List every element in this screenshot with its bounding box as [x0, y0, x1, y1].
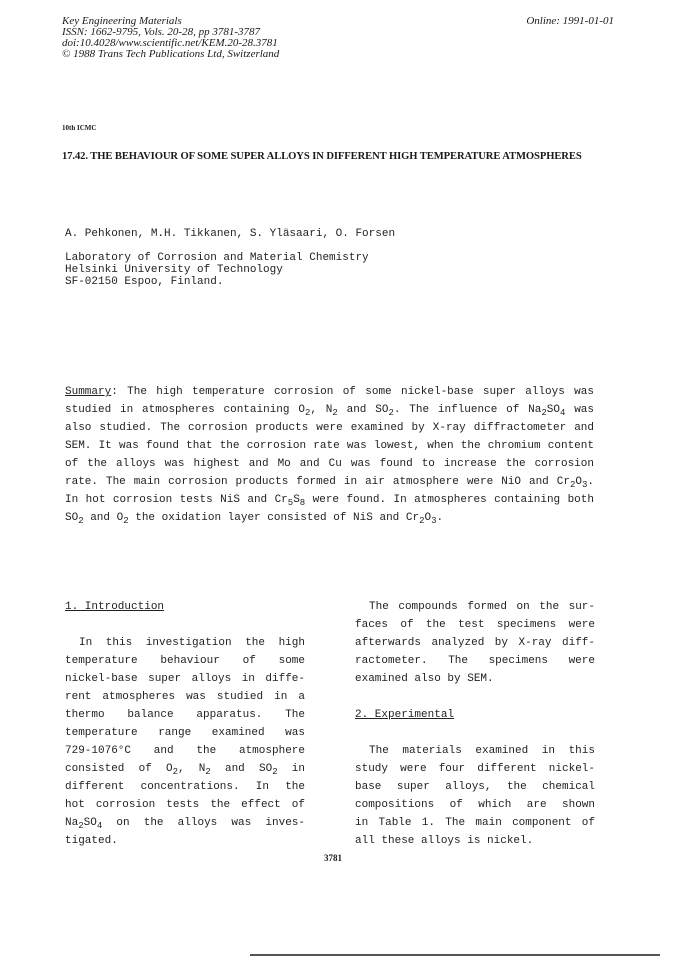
journal-name: Key Engineering Materials — [62, 15, 182, 27]
page-number: 3781 — [324, 853, 342, 863]
online-date: Online: 1991-01-01 — [526, 15, 614, 27]
text-line: examined also by SEM. — [355, 673, 494, 685]
text-line: study were four different nickel- — [355, 763, 595, 775]
doi-line: doi:10.4028/www.scientific.net/KEM.20-28.3781 — [62, 37, 278, 49]
summary-paragraph: Summary: The high temperature corrosion of some nickel-base super alloys was studied in atmospheres containing $O_2$, $N_2$ and $SO_2$. The influence of $Na_2SO_4$ was also studied. The corrosion products were examined by X-ray diffractometer and SEM. It was found that the corrosion rate was lowest, when the chromium content of the alloys was highest and Mo and Cu was found to increase the corrosion rate. The main corrosion products formed in air atmosphere were NiO and $Cr_2O_3$. In hot corrosion tests NiS and $Cr_5S_8$ were found. In atmospheres containing both $SO_2$ and $O_2$ the oxidation layer consisted of NiS and $Cr_2O_3$. — [65, 386, 595, 526]
left-column — [65, 598, 305, 850]
text-line: $Na_2SO_4$ on the alloys was inves- — [65, 817, 305, 831]
text-line: all these alloys is nickel. — [355, 835, 534, 847]
text-line: ractometer. The specimens were — [355, 655, 595, 667]
publication-info — [62, 16, 279, 60]
text-line: consisted of $O_2$, $N_2$ and $SO_2$ in — [65, 763, 305, 777]
affiliation-line: Laboratory of Corrosion and Material Chemistry — [65, 252, 369, 264]
conference-label: 10th ICMC — [62, 124, 97, 132]
text-line: rent atmospheres was studied in a — [65, 691, 305, 703]
text-line: afterwards analyzed by X-ray diff- — [355, 637, 595, 649]
affiliation — [65, 252, 369, 288]
text-line: temperature behaviour of some — [65, 655, 305, 667]
affiliation-line: SF-02150 Espoo, Finland. — [65, 276, 224, 288]
text-line: The materials examined in this — [369, 745, 595, 757]
issn-line: ISSN: 1662-9795, Vols. 20-28, pp 3781-3787 — [62, 26, 260, 38]
author-list: A. Pehkonen, M.H. Tikkanen, S. Yläsaari, O. Forsen — [65, 228, 396, 240]
experimental-heading: 2. Experimental — [355, 709, 455, 721]
text-line: hot corrosion tests the effect of — [65, 799, 305, 811]
introduction-heading: 1. Introduction — [65, 601, 165, 613]
text-line: temperature range examined was — [65, 727, 305, 739]
summary-section — [65, 383, 594, 527]
text-line: base super alloys, the chemical — [355, 781, 595, 793]
text-line: In this investigation the high — [79, 637, 305, 649]
scan-edge-rule — [250, 954, 660, 956]
text-line: compositions of which are shown — [355, 799, 595, 811]
text-line: thermo balance apparatus. The — [65, 709, 305, 721]
right-column — [355, 598, 595, 850]
text-line: faces of the test specimens were — [355, 619, 595, 631]
text-line: in Table 1. The main component of — [355, 817, 595, 829]
copyright-line: © 1988 Trans Tech Publications Ltd, Switzerland — [62, 48, 280, 60]
text-line: tigated. — [65, 835, 118, 847]
text-line: nickel-base super alloys in diffe- — [65, 673, 305, 685]
text-line: 729-1076°C and the atmosphere — [65, 745, 305, 757]
summary-label: Summary — [65, 386, 112, 398]
text-line: different concentrations. In the — [65, 781, 305, 793]
text-line: The compounds formed on the sur- — [369, 601, 595, 613]
affiliation-line: Helsinki University of Technology — [65, 264, 283, 276]
paper-title: 17.42. THE BEHAVIOUR OF SOME SUPER ALLOYS IN DIFFERENT HIGH TEMPERATURE ATMOSPHERES — [62, 151, 582, 162]
